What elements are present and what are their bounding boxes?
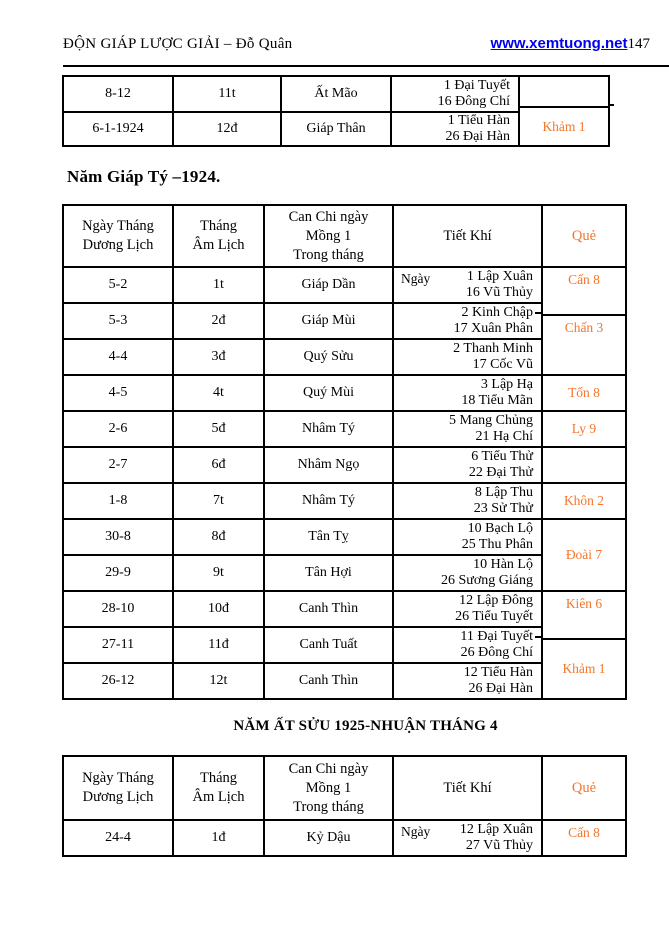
tietkhi-line2: 26 Sương Giáng: [441, 573, 533, 588]
header-line: Mồng 1: [305, 227, 352, 244]
cell-lunar-month: 11t: [174, 77, 282, 111]
col-header-lunar: [174, 206, 265, 266]
tietkhi-line2: 26 Đại Hàn: [468, 681, 533, 696]
cell-solar-date: 1-8: [64, 482, 174, 518]
cell-canchi: Giáp Dần: [265, 266, 394, 302]
cell-lunar-month: 12t: [174, 662, 265, 698]
header-line: Ngày Tháng: [82, 218, 154, 234]
cell-que: Khảm 1: [543, 638, 625, 698]
cell-que: Kiên 6: [543, 590, 625, 638]
header-line: Tháng: [199, 218, 238, 234]
cell-que: Ly 9: [543, 410, 625, 446]
header-line: Âm Lịch: [192, 789, 245, 805]
cell-solar-date: 5-2: [64, 266, 174, 302]
tietkhi-line1: 3 Lập Hạ: [480, 376, 533, 392]
cell-solar-date: 4-4: [64, 338, 174, 374]
tietkhi-line1: 2 Kinh Chập: [461, 304, 533, 320]
ngay-label: Ngày: [401, 270, 431, 286]
cell-tietkhi: [394, 410, 543, 446]
cell-tietkhi: [394, 338, 543, 374]
cell-canchi: Nhâm Tý: [265, 482, 394, 518]
cell-lunar-month: 1t: [174, 266, 265, 302]
tietkhi-line2: 21 Hạ Chí: [475, 429, 533, 444]
header-right: [491, 35, 650, 53]
cell-canchi: Canh Tuất: [265, 626, 394, 662]
cell-tietkhi: [394, 302, 543, 338]
cell-lunar-month: 3đ: [174, 338, 265, 374]
cell-que: Cấn 8: [543, 266, 625, 314]
tietkhi-line2: 18 Tiểu Mãn: [461, 393, 533, 408]
table-body: [64, 757, 543, 855]
cell-lunar-month: 8đ: [174, 518, 265, 554]
cell-tietkhi: [394, 590, 543, 626]
tietkhi-line1: 8 Lập Thu: [474, 484, 533, 500]
table-body: [64, 206, 543, 698]
header-line: Trong tháng: [293, 246, 364, 263]
cell-canchi: Giáp Thân: [282, 111, 392, 145]
header-line: Âm Lịch: [192, 237, 245, 253]
tietkhi-line2: 26 Đông Chí: [460, 645, 533, 660]
cell-lunar-month: 1đ: [174, 819, 265, 855]
cell-tietkhi: [394, 819, 543, 855]
cell-canchi: Tân Hợi: [265, 554, 394, 590]
cell-que: Khôn 2: [543, 482, 625, 518]
cell-tietkhi: [394, 374, 543, 410]
cell-tietkhi: [394, 626, 543, 662]
cell-lunar-month: 6đ: [174, 446, 265, 482]
cell-lunar-month: 2đ: [174, 302, 265, 338]
tietkhi-line2: 25 Thu Phân: [461, 537, 533, 552]
table-1925: [62, 755, 627, 857]
book-title: ĐỘN GIÁP LƯỢC GIẢI – Đỗ Quân: [63, 36, 293, 52]
cell-lunar-month: 9t: [174, 554, 265, 590]
cell-canchi: Quý Mùi: [265, 374, 394, 410]
cell-que: Đoài 7: [543, 518, 625, 590]
cell-lunar-month: 5đ: [174, 410, 265, 446]
cell-lunar-month: 7t: [174, 482, 265, 518]
cell-que-empty: [520, 77, 608, 106]
cell-solar-date: 26-12: [64, 662, 174, 698]
tietkhi-line1: 11 Đại Tuyết: [460, 628, 533, 644]
cell-que: Chấn 3: [543, 314, 625, 374]
cell-lunar-month: 12đ: [174, 111, 282, 145]
page-number: 147: [627, 36, 650, 52]
que-column: [543, 757, 625, 855]
col-header-que: Quẻ: [571, 779, 597, 796]
cell-lunar-month: 4t: [174, 374, 265, 410]
header-line: Can Chi ngày: [288, 760, 369, 777]
cell-tietkhi: [392, 111, 520, 145]
table-1924: [62, 204, 627, 700]
tietkhi-line2: 16 Đông Chí: [437, 94, 510, 109]
cell-solar-date: 2-6: [64, 410, 174, 446]
cell-solar-date: 30-8: [64, 518, 174, 554]
section-heading-1924: Năm Giáp Tý –1924.: [67, 167, 221, 186]
col-header-tietkhi: Tiết Khí: [394, 206, 543, 266]
cell-tietkhi: [394, 662, 543, 698]
header-rule: [63, 65, 669, 67]
que-column: [520, 77, 608, 145]
col-header-lunar: [174, 757, 265, 819]
cell-solar-date: 8-12: [64, 77, 174, 111]
cell-solar-date: 5-3: [64, 302, 174, 338]
cell-solar-date: 29-9: [64, 554, 174, 590]
tietkhi-line1: 1 Lập Xuân: [466, 268, 533, 284]
tietkhi-line2: 26 Tiểu Tuyết: [455, 609, 533, 624]
col-header-tietkhi: Tiết Khí: [394, 757, 543, 819]
cell-solar-date: 24-4: [64, 819, 174, 855]
header-line: Dương Lịch: [82, 237, 154, 253]
que-column: [543, 206, 625, 698]
header-line: Mồng 1: [305, 779, 352, 796]
cell-canchi: Nhâm Tý: [265, 410, 394, 446]
col-header-canchi: [265, 206, 394, 266]
cell-tietkhi: [394, 446, 543, 482]
header-line: Can Chi ngày: [288, 208, 369, 225]
scan-tick: [535, 312, 543, 314]
tietkhi-line1: 10 Hàn Lộ: [473, 556, 533, 572]
tietkhi-line1: 5 Mang Chủng: [449, 412, 533, 428]
cell-canchi: Tân Tỵ: [265, 518, 394, 554]
tietkhi-line2: 27 Vũ Thủy: [465, 838, 533, 853]
tietkhi-line2: 22 Đại Thử: [468, 465, 533, 480]
tietkhi-line1: 12 Tiểu Hàn: [463, 664, 533, 680]
tietkhi-line2: 23 Sử Thử: [473, 501, 533, 516]
tietkhi-line2: 26 Đại Hàn: [445, 129, 510, 144]
cell-tietkhi: [394, 266, 543, 302]
cell-solar-date: 4-5: [64, 374, 174, 410]
cell-tietkhi: [392, 77, 520, 111]
header-line: Dương Lịch: [82, 789, 154, 805]
cell-tietkhi: [394, 482, 543, 518]
cell-canchi: Nhâm Ngọ: [265, 446, 394, 482]
website-link[interactable]: www.xemtuong.net: [490, 35, 628, 52]
cell-solar-date: 27-11: [64, 626, 174, 662]
col-header-solar: [64, 757, 174, 819]
col-header-solar: [64, 206, 174, 266]
cell-lunar-month: 10đ: [174, 590, 265, 626]
section-heading-1925: NĂM ẤT SỬU 1925-NHUẬN THÁNG 4: [233, 718, 498, 734]
cell-tietkhi: [394, 518, 543, 554]
ngay-label: Ngày: [401, 823, 431, 839]
cell-que-empty: [543, 446, 625, 482]
cell-solar-date: 6-1-1924: [64, 111, 174, 145]
col-header-canchi: [265, 757, 394, 819]
tietkhi-line1: 12 Lập Xuân: [459, 821, 533, 837]
tietkhi-line1: 12 Lập Đông: [459, 592, 533, 608]
table-body: [64, 77, 520, 145]
cell-que: Khảm 1: [520, 106, 608, 145]
scan-tick: [535, 636, 543, 638]
cell-que: Tốn 8: [543, 374, 625, 410]
table-1923-continuation: [62, 75, 610, 147]
tietkhi-line1: 6 Tiểu Thử: [471, 448, 533, 464]
cell-solar-date: 2-7: [64, 446, 174, 482]
tietkhi-line2: 17 Xuân Phân: [453, 321, 533, 336]
cell-lunar-month: 11đ: [174, 626, 265, 662]
cell-tietkhi: [394, 554, 543, 590]
tietkhi-line2: 17 Cốc Vũ: [472, 357, 533, 372]
cell-canchi: Quý Sửu: [265, 338, 394, 374]
cell-canchi: Canh Thìn: [265, 662, 394, 698]
tietkhi-line2: 16 Vũ Thủy: [465, 285, 533, 300]
header-line: Tháng: [199, 770, 238, 786]
scan-tick: [608, 104, 614, 106]
tietkhi-line1: 2 Thanh Minh: [453, 340, 533, 356]
col-header-que: Quẻ: [571, 227, 597, 244]
cell-canchi: Giáp Mùi: [265, 302, 394, 338]
cell-que: Cấn 8: [543, 819, 625, 855]
tietkhi-line1: 1 Tiểu Hàn: [447, 112, 510, 128]
cell-canchi: Ất Mão: [282, 77, 392, 111]
tietkhi-line1: 1 Đại Tuyết: [443, 77, 510, 93]
cell-canchi: Canh Thìn: [265, 590, 394, 626]
header-line: Trong tháng: [293, 798, 364, 815]
cell-solar-date: 28-10: [64, 590, 174, 626]
tietkhi-line1: 10 Bạch Lộ: [467, 520, 533, 536]
cell-canchi: Kỷ Dậu: [265, 819, 394, 855]
header-line: Ngày Tháng: [82, 770, 154, 786]
